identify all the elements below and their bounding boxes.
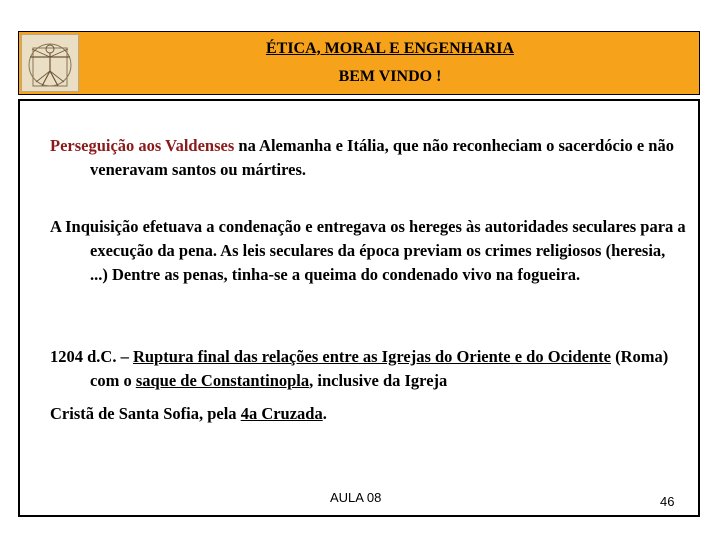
slide-title: ÉTICA, MORAL E ENGENHARIA [265,40,515,57]
paragraph-1204-mid1: (Roma) com o [90,347,669,390]
page-number: 46 [660,494,675,509]
slide-content [18,99,700,517]
link-ruptura[interactable]: Ruptura final das relações entre as Igrejas do Oriente e do Ocidente [132,347,611,366]
footer-label: AULA 08 [330,490,382,505]
paragraph-1204-mid2: , inclusive da Igreja [309,371,448,390]
paragraph-1204-prefix: 1204 d.C. – [50,347,133,366]
slide-subtitle: BEM VINDO ! [338,68,442,85]
paragraph-santa-sofia-text: Cristã de Santa Sofia, pela [50,404,241,423]
link-saque-constantinopla[interactable]: saque de Constantinopla [135,371,310,390]
vitruvian-man-icon [21,34,79,92]
slide-header [18,31,700,95]
paragraph-1204 [50,345,686,393]
paragraph-santa-sofia-end: . [322,404,327,423]
paragraph-santa-sofia [50,402,686,426]
highlight-valdenses: Perseguição aos Valdenses [50,136,235,155]
paragraph-valdenses-text: na Alemanha e Itália, que não reconheciam o sacerdócio e não veneravam santos ou mártires. [90,136,674,179]
vitruvian-man-drawing [22,35,78,91]
paragraph-inquisicao: A Inquisição efetuava a condenação e entregava os hereges às autoridades seculares para a execução da pena. As leis seculares da época previam os crimes religiosos (heresia, ...) Dentre as penas, tinha-se a queima do condenado vivo na fogueira. [50,217,686,284]
paragraph-valdenses [50,134,686,182]
link-4a-cruzada[interactable]: 4a Cruzada [240,404,323,423]
